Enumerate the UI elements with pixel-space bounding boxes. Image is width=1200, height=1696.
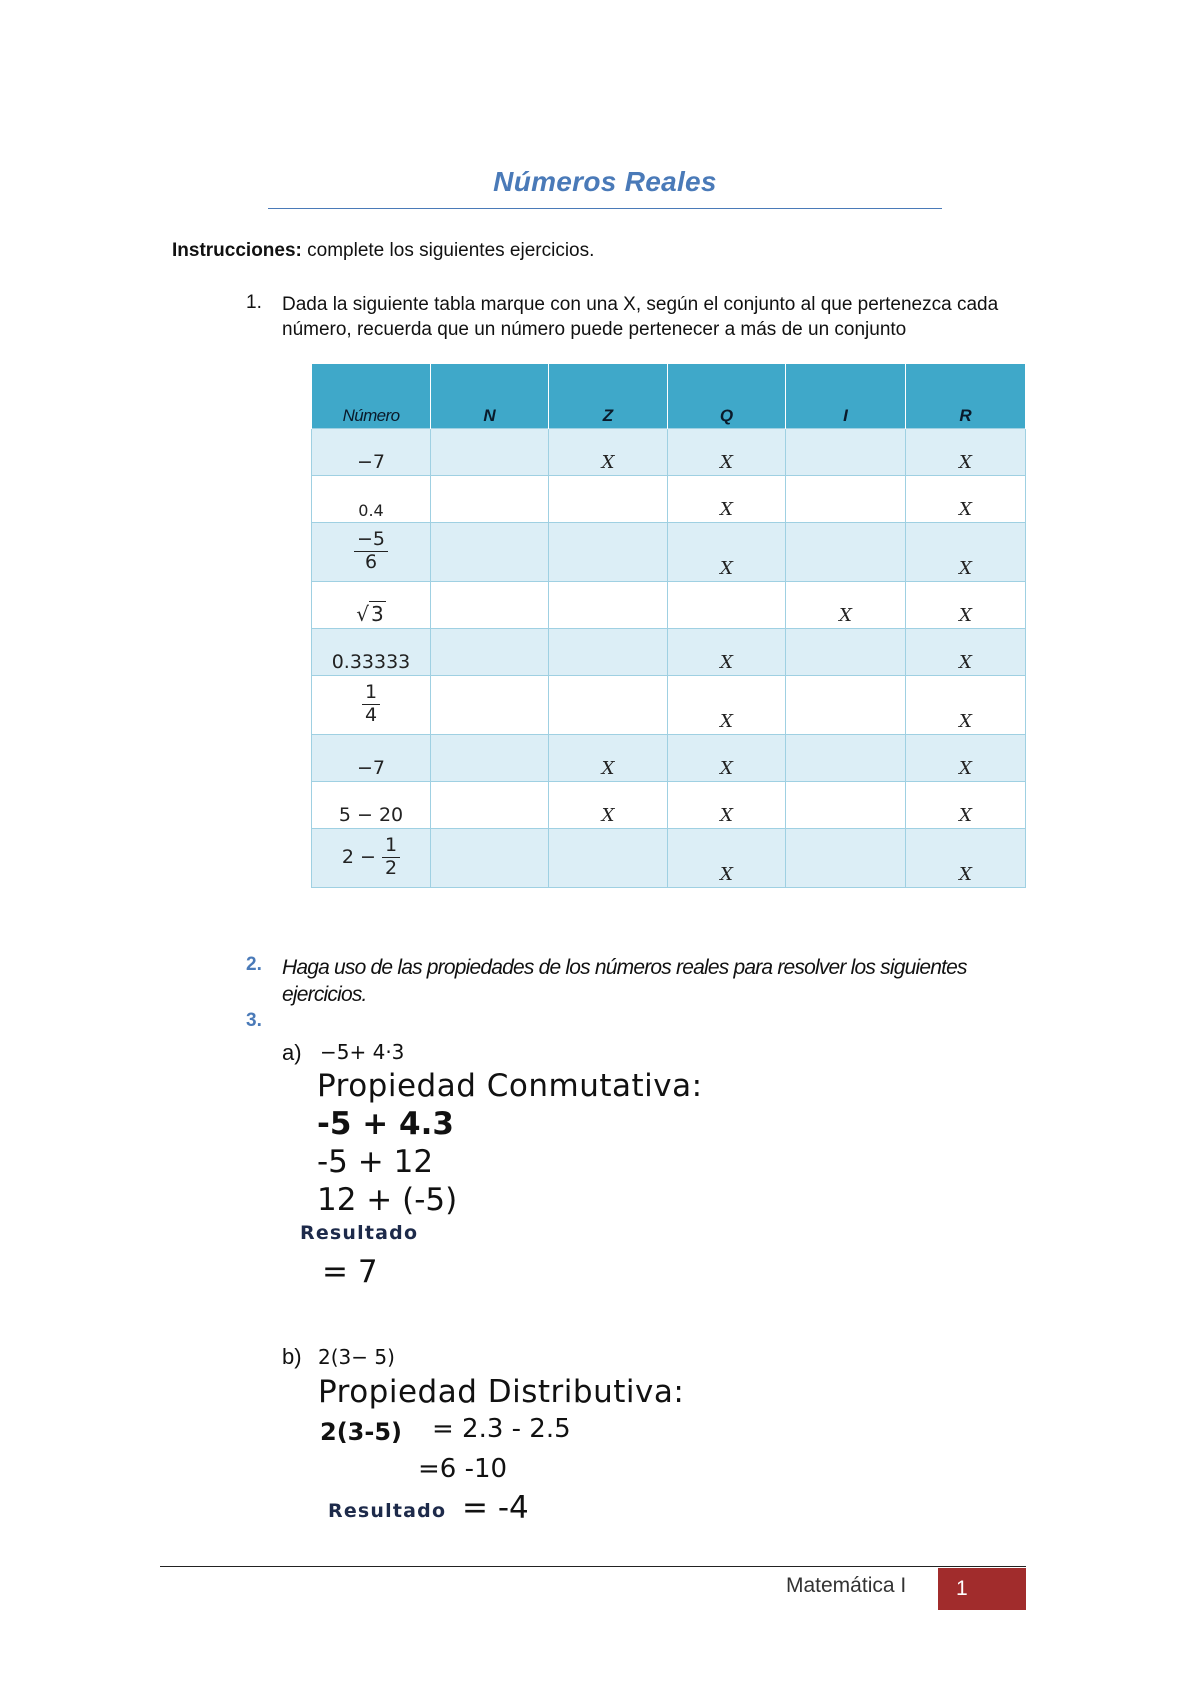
mark-cell-n — [431, 629, 549, 676]
mixed-expression — [342, 835, 400, 880]
mark-cell-q: X — [668, 476, 786, 523]
mark-cell-n — [431, 782, 549, 829]
square-root: √ 3 — [356, 602, 384, 626]
fraction — [362, 682, 380, 727]
question-1-number: 1. — [246, 292, 262, 313]
mark-cell-n — [431, 829, 549, 888]
mark-cell-z — [549, 476, 668, 523]
exercise-a-property: Propiedad Conmutativa: — [317, 1068, 703, 1104]
question-2-text: Haga uso de las propiedades de los números reales para resolver los siguientes ejercicios. — [282, 956, 967, 1006]
mixed-whole: 2 − — [341, 846, 376, 868]
mark-cell-i — [786, 782, 906, 829]
mark-cell-i — [786, 676, 906, 735]
mark-cell-i — [786, 523, 906, 582]
exercise-a-result: = 7 — [322, 1254, 378, 1290]
table-row — [312, 523, 1026, 582]
row-number: −7 — [312, 735, 431, 782]
row-number — [312, 676, 431, 735]
mark-cell-z — [549, 629, 668, 676]
row-number — [312, 829, 431, 888]
mark-cell-n — [431, 582, 549, 629]
exercise-b-result: = -4 — [462, 1490, 529, 1526]
instructions — [172, 240, 594, 262]
table-row — [312, 476, 1026, 523]
mark-cell-n — [431, 476, 549, 523]
question-2-number: 2. — [246, 954, 262, 975]
header-r: R — [906, 364, 1026, 429]
row-number — [312, 476, 431, 523]
mark-cell-r: X — [906, 429, 1026, 476]
mark-cell-z: X — [549, 782, 668, 829]
header-number: Número — [312, 364, 431, 429]
header-n: N — [431, 364, 549, 429]
mark-cell-n — [431, 735, 549, 782]
mark-cell-z — [549, 829, 668, 888]
fraction-denominator: 2 — [384, 856, 398, 879]
exercise-a-step-3: 12 + (-5) — [317, 1182, 458, 1218]
mark-cell-z — [549, 523, 668, 582]
exercise-a-result-label: Resultado — [300, 1222, 419, 1244]
row-number: 0.33333 — [312, 629, 431, 676]
table-row — [312, 676, 1026, 735]
mark-cell-n — [431, 676, 549, 735]
mark-cell-q: X — [668, 676, 786, 735]
mark-cell-i — [786, 735, 906, 782]
table-header-row — [312, 364, 1026, 429]
mark-cell-z: X — [549, 735, 668, 782]
mark-cell-q — [668, 582, 786, 629]
header-z: Z — [549, 364, 668, 429]
footer-rule — [160, 1566, 1026, 1567]
number-sets-table — [311, 364, 1026, 888]
mark-cell-r: X — [906, 735, 1026, 782]
mark-cell-q: X — [668, 782, 786, 829]
radicand: 3 — [371, 602, 384, 626]
fraction-denominator: 6 — [364, 550, 378, 573]
mark-cell-q: X — [668, 429, 786, 476]
instructions-text: complete los siguientes ejercicios. — [301, 240, 595, 261]
table-row — [312, 429, 1026, 476]
mark-cell-z — [549, 582, 668, 629]
exercise-a-step-1: -5 + 4.3 — [317, 1106, 454, 1142]
table-row — [312, 629, 1026, 676]
exercise-b-step-1-lhs: 2(3-5) — [320, 1418, 402, 1446]
mark-cell-r: X — [906, 523, 1026, 582]
mark-cell-r: X — [906, 829, 1026, 888]
footer-subject: Matemática I — [786, 1574, 907, 1597]
mark-cell-z: X — [549, 429, 668, 476]
mark-cell-z — [549, 676, 668, 735]
fraction — [354, 529, 388, 574]
exercise-b-step-1-rhs: = 2.3 - 2.5 — [432, 1414, 571, 1444]
fraction-numerator: 1 — [382, 835, 400, 858]
mark-cell-i — [786, 476, 906, 523]
row-number — [312, 523, 431, 582]
mark-cell-n — [431, 523, 549, 582]
fraction-numerator: 1 — [362, 682, 380, 705]
row-number: −7 — [312, 429, 431, 476]
mark-cell-r: X — [906, 676, 1026, 735]
row-number-value: 0.4 — [358, 501, 384, 520]
exercise-a-step-2: -5 + 12 — [317, 1144, 434, 1180]
table-row — [312, 735, 1026, 782]
mark-cell-q: X — [668, 735, 786, 782]
exercise-b-expression: 2(3− 5) — [318, 1345, 395, 1369]
fraction-numerator: −5 — [354, 529, 388, 552]
fraction — [382, 835, 400, 880]
table-row — [312, 782, 1026, 829]
exercise-b-step-2: =6 -10 — [418, 1454, 508, 1484]
exercise-b-result-label: Resultado — [328, 1500, 447, 1522]
mark-cell-i — [786, 429, 906, 476]
fraction-denominator: 4 — [364, 703, 378, 726]
mark-cell-q: X — [668, 629, 786, 676]
table-row — [312, 582, 1026, 629]
row-number: 5 − 20 — [312, 782, 431, 829]
page-number-badge: 1 — [938, 1568, 1026, 1610]
page-title: Números Reales — [493, 166, 717, 197]
mark-cell-r: X — [906, 476, 1026, 523]
table-row — [312, 829, 1026, 888]
header-i: I — [786, 364, 906, 429]
mark-cell-i — [786, 629, 906, 676]
mark-cell-i: X — [786, 582, 906, 629]
mark-cell-r: X — [906, 582, 1026, 629]
mark-cell-q: X — [668, 523, 786, 582]
row-number — [312, 582, 431, 629]
mark-cell-n — [431, 429, 549, 476]
question-1-text: Dada la siguiente tabla marque con una X, según el conjunto al que pertenezca cada número, recuerda que un número puede pertenecer a más de un conjunto — [282, 294, 999, 340]
mark-cell-i — [786, 829, 906, 888]
mark-cell-q: X — [668, 829, 786, 888]
exercise-b-property: Propiedad Distributiva: — [318, 1374, 685, 1410]
header-q: Q — [668, 364, 786, 429]
question-3-number: 3. — [246, 1010, 262, 1031]
mark-cell-r: X — [906, 782, 1026, 829]
exercise-a-expression: −5+ 4·3 — [320, 1040, 405, 1064]
instructions-label: Instrucciones: — [172, 240, 302, 261]
exercise-b-label: b) — [282, 1344, 302, 1369]
exercise-a-label: a) — [282, 1040, 302, 1065]
mark-cell-r: X — [906, 629, 1026, 676]
title-rule — [268, 208, 942, 209]
